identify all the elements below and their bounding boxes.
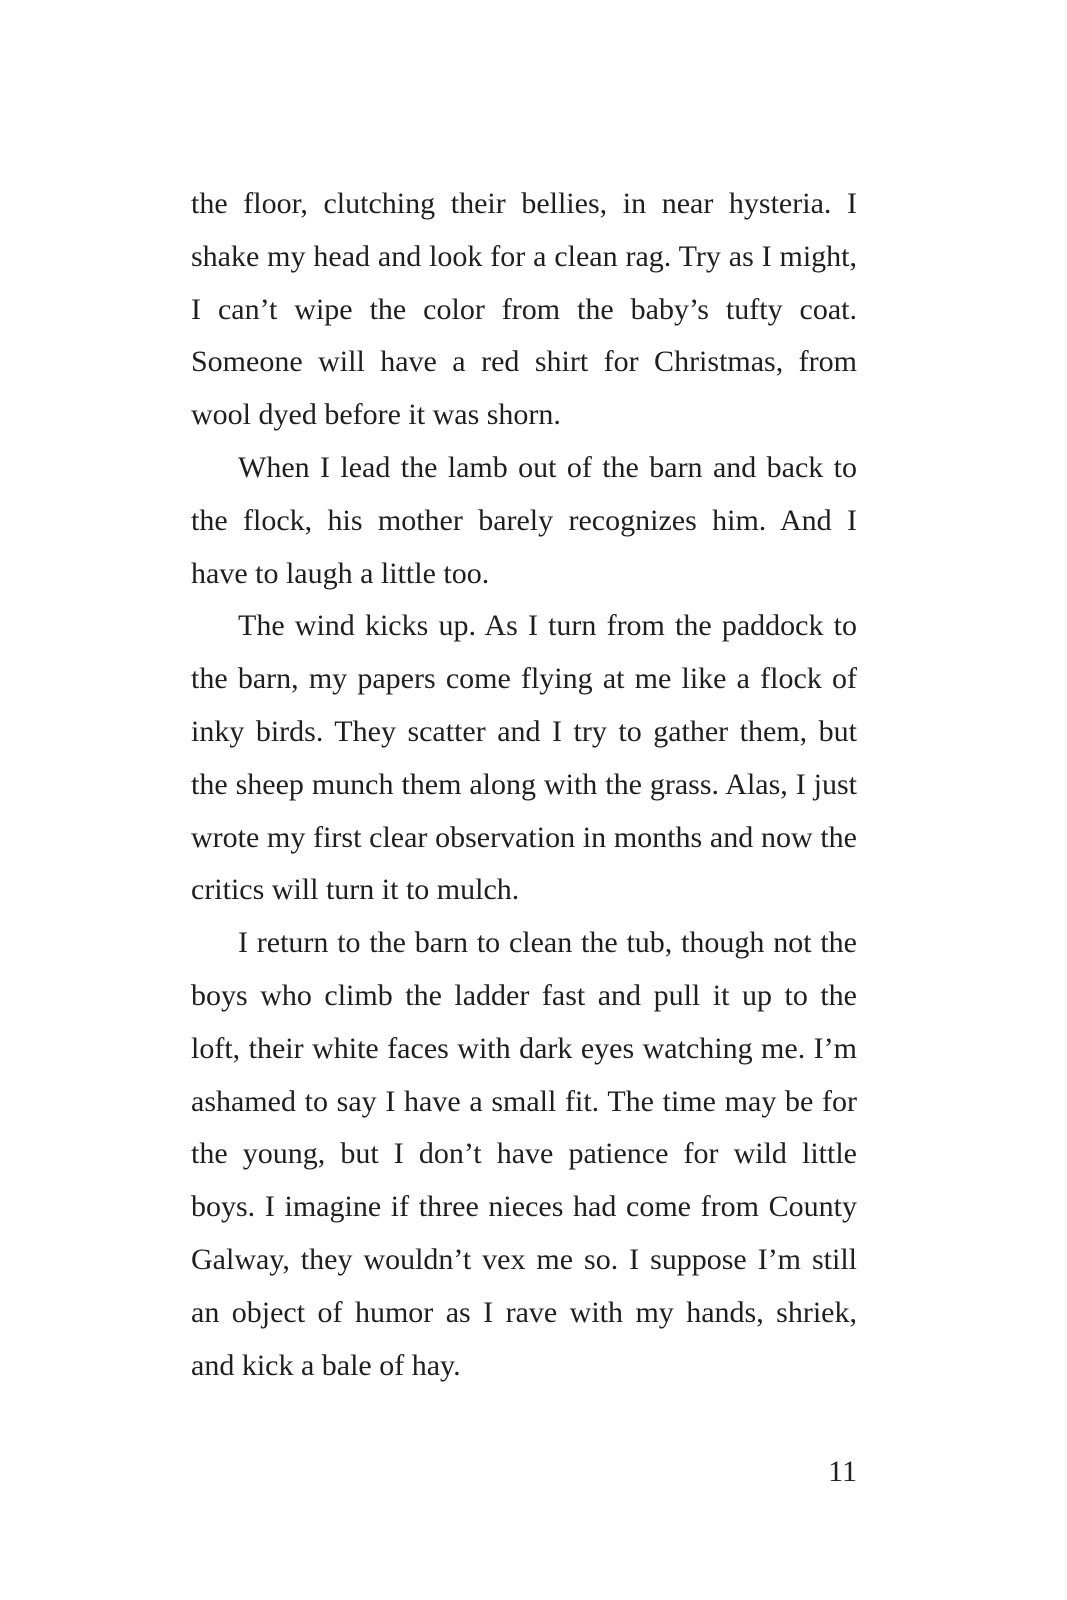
page-number: 11 <box>828 1455 857 1488</box>
paragraph-barn-boys: I return to the barn to clean the tub, though not the boys who climb the ladder fast and pull it up to the loft, their white faces with dark eyes watching me. I’m ashamed to say I have a small fit. The time may be for the young, but I don’t have patience for wild little boys. I imagine if three nieces had come from County Galway, they wouldn’t vex me so. I suppose I’m still an object of humor as I rave with my hands, shriek, and kick a bale of hay. <box>191 926 857 1382</box>
paragraph-lamb-returns: When I lead the lamb out of the barn and back to the flock, his mother barely recognizes him. And I have to laugh a little too. <box>191 450 857 590</box>
paragraph-continuation: the floor, clutching their bellies, in near hysteria. I shake my head and look for a clean rag. Try as I might, I can’t wipe the color from the baby’s tufty coat. Someone will have a red shirt for Christmas, from wool dyed before it was shorn. <box>191 187 857 432</box>
body-text <box>191 178 857 1392</box>
paragraph-wind-papers: The wind kicks up. As I turn from the paddock to the barn, my papers come flying at me like a flock of inky birds. They scatter and I try to gather them, but the sheep munch them along with the grass. Alas, I just wrote my first clear observation in months and now the critics will turn it to mulch. <box>191 609 857 907</box>
